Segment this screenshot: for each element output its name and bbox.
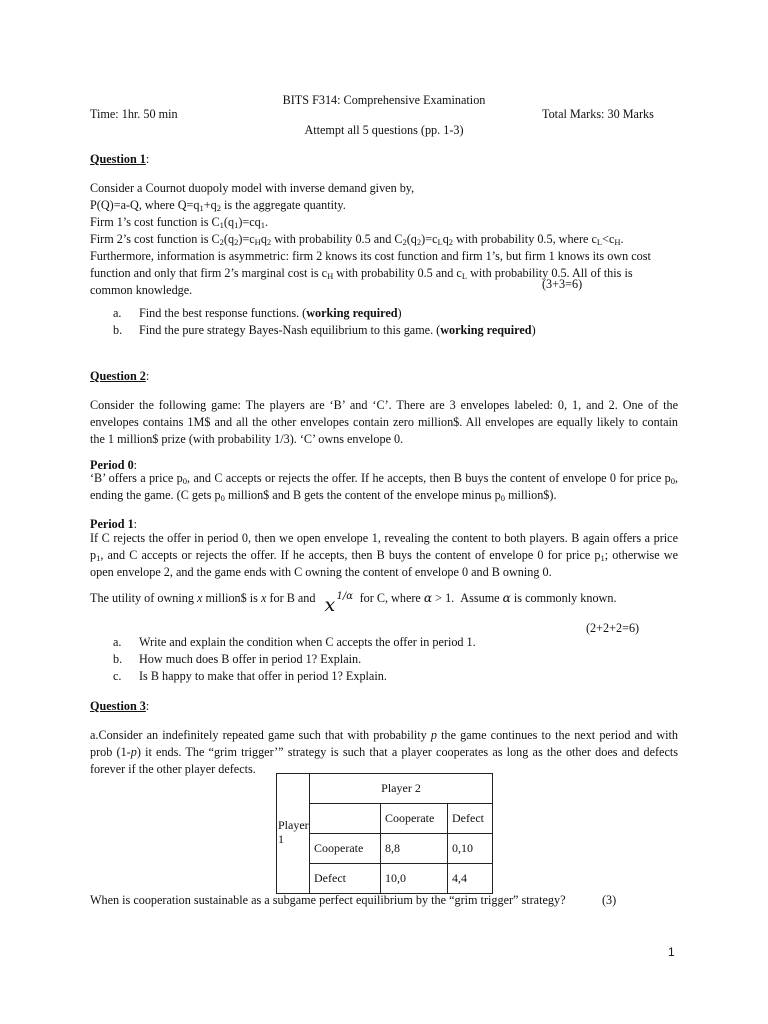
question-1-marks: (3+3=6) [542, 277, 583, 291]
question-3-heading: Question 3: [90, 699, 150, 713]
list-item: a. Find the best response functions. (working required) [113, 306, 402, 320]
payoff-cell: 4,4 [448, 864, 493, 894]
payoff-matrix [276, 773, 493, 894]
page-number: 1 [668, 945, 675, 959]
question-1-body: Consider a Cournot duopoly model with inverse demand given by, P(Q)=a-Q, where $Q=q_1+q_2$ is the aggregate quantity. Firm 1’s cost function is $C_1(q_1)=cq_1$. Firm 2’s cost function is $C_2(q_2)=c_Hq_2$ with probability 0.5 and $C_2(q_2)=c_Lq_2$ with probability 0.5, where $c_L<c_H$. Furthermore, information is asymmetric: firm 2 knows its cost function and firm 1’s, but firm 1 knows its own cost function and only that firm 2’s marginal cost is $c_H$ with probability 0.5 and $c_L$ with probability 0.5. All of this is common knowledge. [90, 181, 651, 297]
row-header: Cooperate [310, 834, 381, 864]
column-header: Cooperate [381, 804, 448, 834]
payoff-cell: 10,0 [381, 864, 448, 894]
question-2-heading: Question 2: [90, 369, 150, 383]
question-1-parts [113, 305, 536, 339]
period-0-heading: Period 0: [90, 458, 138, 472]
payoff-cell: 8,8 [381, 834, 448, 864]
player-2-label: Player 2 [310, 774, 493, 804]
question-1-heading: Question 1: [90, 152, 150, 166]
question-3-marks: (3) [602, 893, 617, 907]
question-3-intro: a.Consider an indefinitely repeated game such that with probability p the game continues to the next period and with prob (1-p) it ends. The “grim trigger’” strategy is such that a player cooperates as long as the other does and defects forever if the other player defects. [90, 728, 678, 776]
exam-total-marks: Total Marks: 30 Marks [542, 107, 654, 121]
question-3-question: When is cooperation sustainable as a subgame perfect equilibrium by the “grim trigger” strategy? [90, 893, 566, 907]
period-1-heading: Period 1: [90, 517, 138, 531]
exam-time: Time: 1hr. 50 min [90, 107, 178, 121]
question-2-intro: Consider the following game: The players are ‘B’ and ‘C’. There are 3 envelopes labeled: 0, 1, and 2. One of the envelopes contains 1M$ and all the other envelopes contain zero million$. All envelopes are equally likely to contain the 1 million$ prize (with probability 1/3). ‘C’ owns envelope 0. [90, 398, 678, 446]
column-header: Defect [448, 804, 493, 834]
question-2-marks: (2+2+2=6) [586, 621, 640, 635]
utility-statement: The utility of owning x million$ is x for B and x 1/α for C, where α > 1. Assume α is commonly known. [90, 591, 617, 616]
list-item: a. Write and explain the condition when C accepts the offer in period 1. [113, 635, 476, 649]
player-1-label: Player 1 [277, 774, 310, 834]
empty-cell [310, 804, 381, 834]
list-item: b. How much does B offer in period 1? Explain. [113, 652, 362, 666]
list-item: b. Find the pure strategy Bayes-Nash equilibrium to this game. (working required) [113, 323, 536, 337]
list-item: c. Is B happy to make that offer in period 1? Explain. [113, 669, 387, 683]
period-1-text: If C rejects the offer in period 0, then we open envelope 1, revealing the content to both players. B again offers a price $p_1$, and C accepts or rejects the offer. If he accepts, then B buys the content of envelope 0 for price $p_1$; otherwise we open envelope 2, and the game ends with C owning the content of envelope 0 and B owning 0. [90, 531, 678, 579]
period-0-text: ‘B’ offers a price $p_0$, and C accepts or rejects the offer. If he accepts, then B buys the content of envelope 0 for price $p_0$, ending the game. (C gets $p_0$ million$ and B gets the content of the envelope minus $p_0$ million$). [90, 471, 678, 503]
payoff-cell: 0,10 [448, 834, 493, 864]
question-2-parts [113, 634, 476, 685]
exam-instructions: Attempt all 5 questions (pp. 1-3) [304, 123, 464, 137]
exam-title: BITS F314: Comprehensive Examination [282, 93, 486, 107]
row-header: Defect [310, 864, 381, 894]
